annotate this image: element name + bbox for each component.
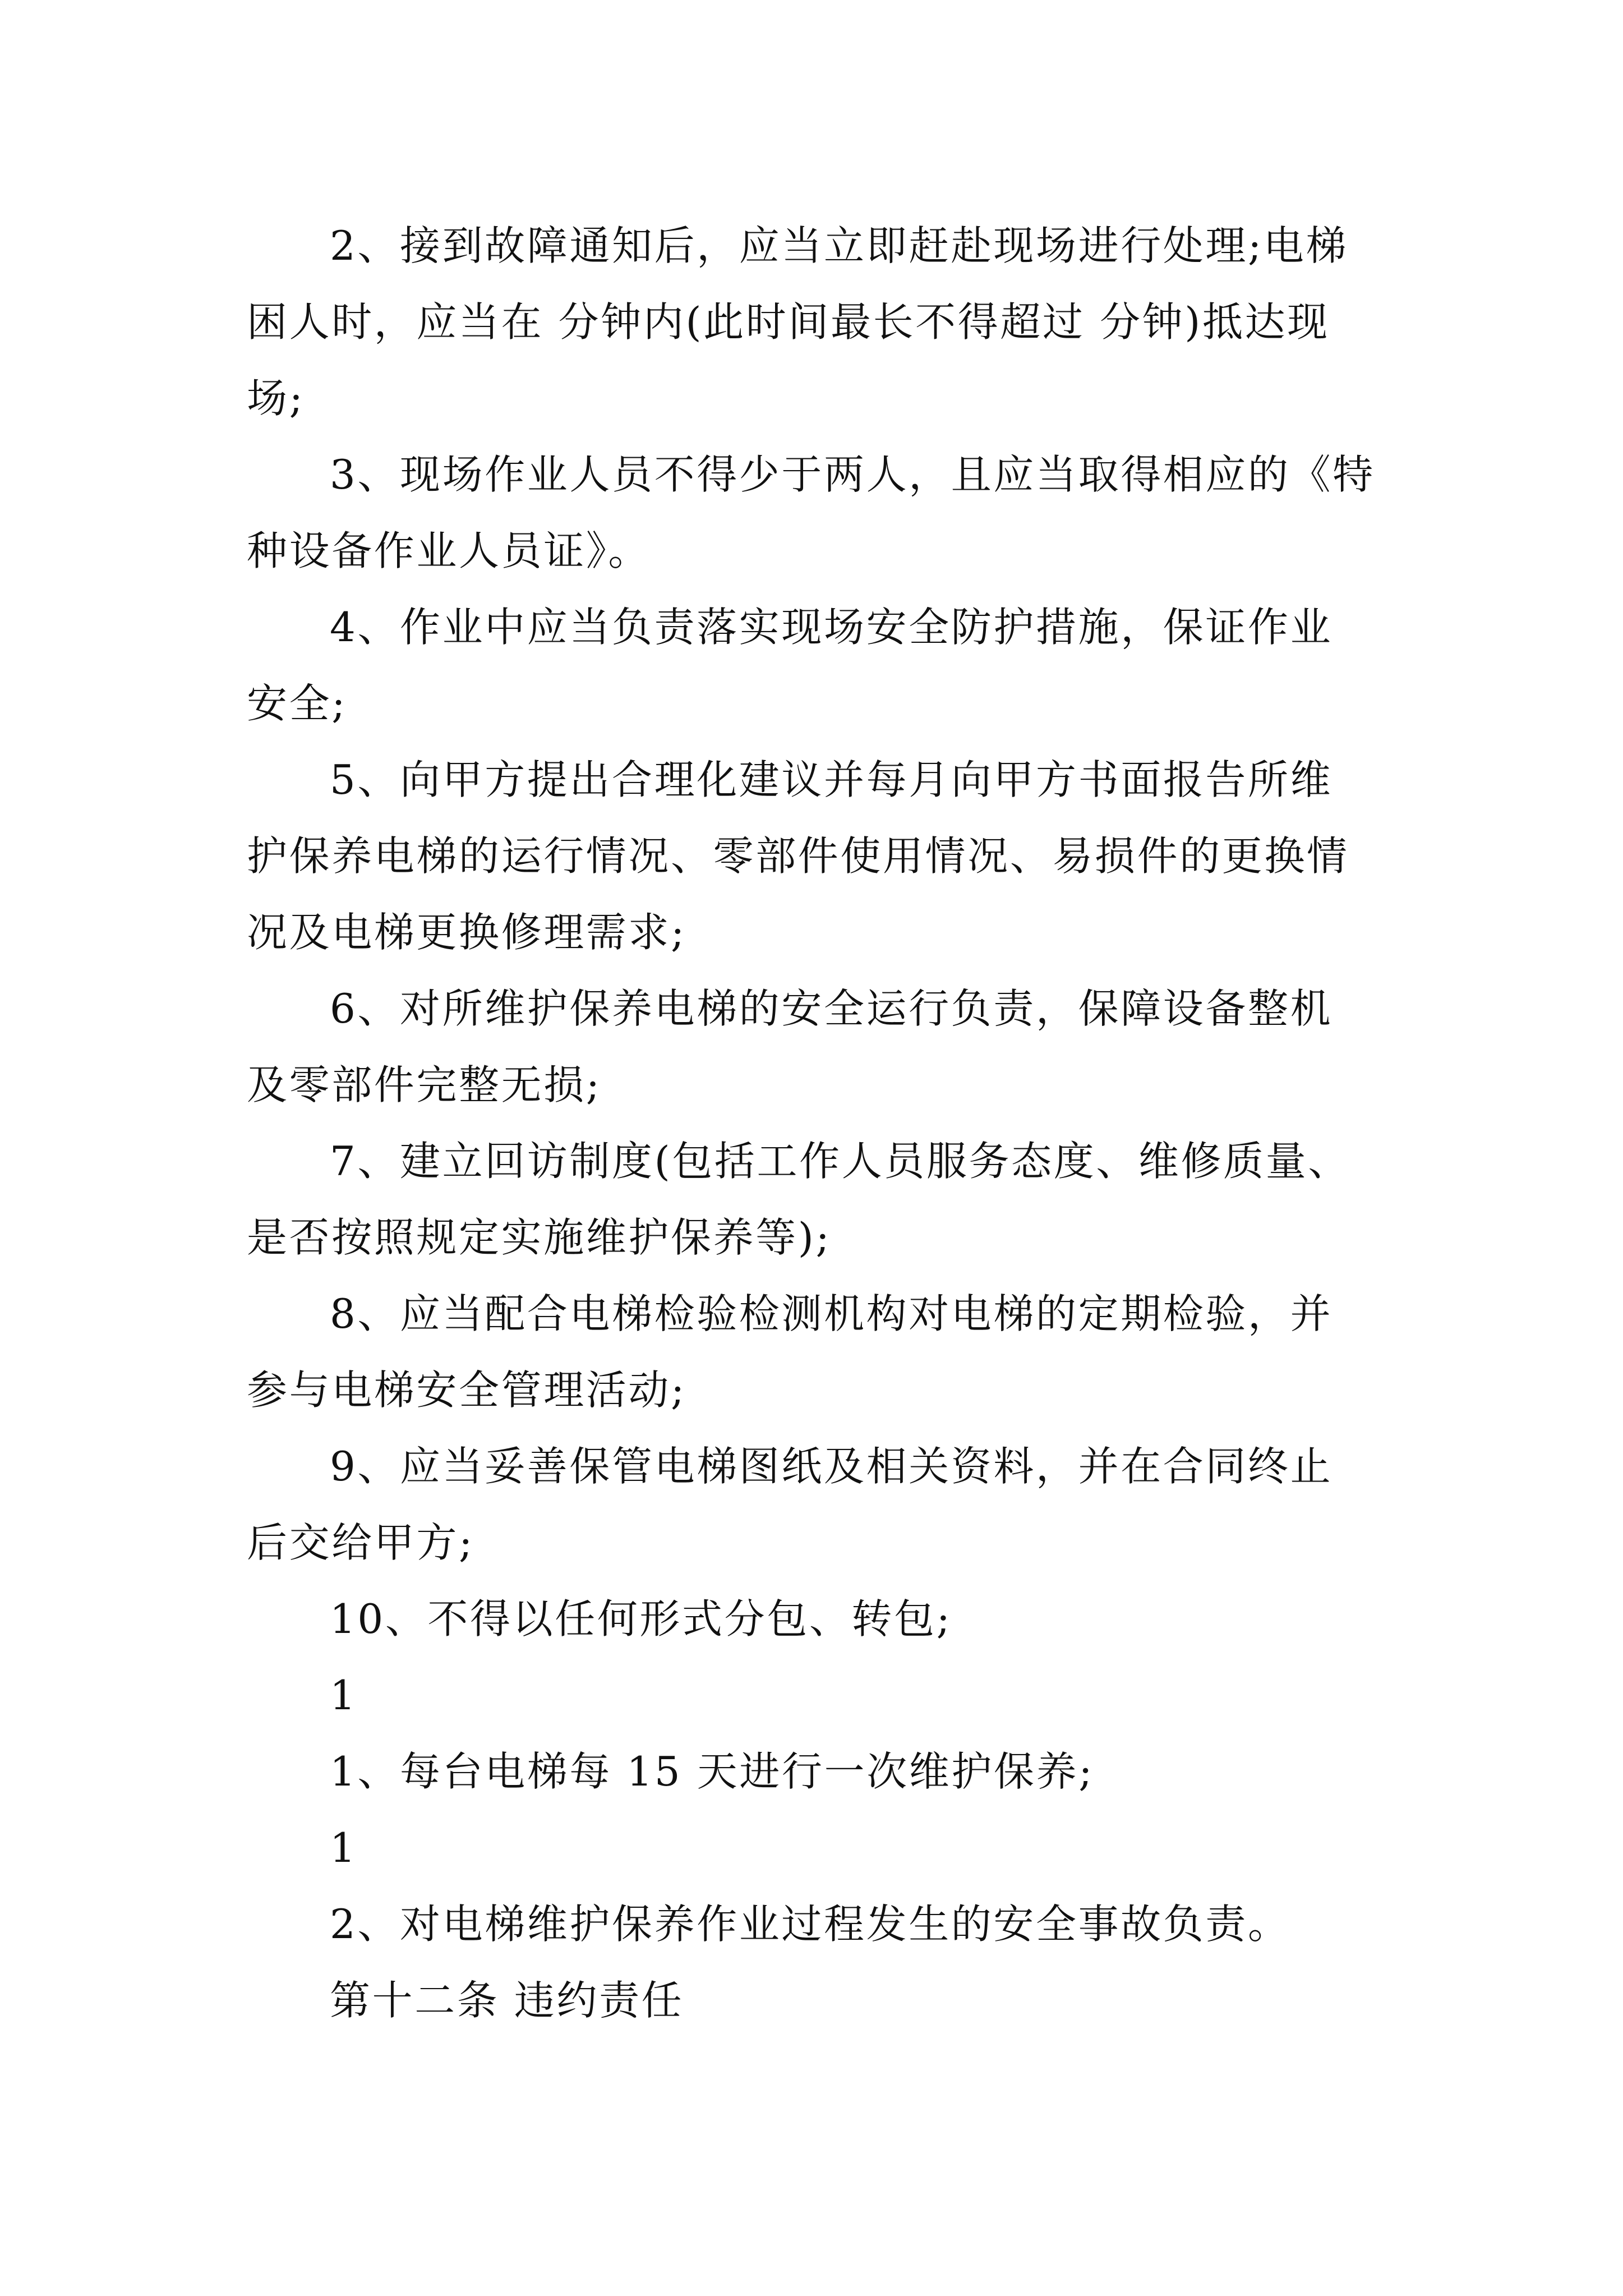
paragraph-number-fragment bbox=[247, 1810, 1382, 1886]
paragraph-line: 1 bbox=[330, 1824, 358, 1871]
paragraph-2 bbox=[247, 208, 1382, 436]
paragraph-line: 6、对所维护保养电梯的安全运行负责，保障设备整机 bbox=[330, 985, 1333, 1032]
paragraph-line: 及零部件完整无损; bbox=[247, 1061, 602, 1108]
paragraph-line: 7、建立回访制度(包括工作人员服务态度、维修质量、 bbox=[330, 1138, 1350, 1185]
paragraph-line: 况及电梯更换修理需求; bbox=[247, 909, 686, 956]
paragraph-line: 10、不得以任何形式分包、转包; bbox=[330, 1595, 952, 1642]
paragraph-line: 1 bbox=[330, 1672, 358, 1719]
paragraph-9 bbox=[247, 1428, 1382, 1581]
paragraph-line: 是否按照规定实施维护保养等); bbox=[247, 1214, 832, 1261]
section-heading-text: 第十二条 违约责任 bbox=[330, 1977, 684, 2024]
paragraph-number-fragment bbox=[247, 1657, 1382, 1733]
paragraph-line: 护保养电梯的运行情况、零部件使用情况、易损件的更换情 bbox=[247, 832, 1349, 880]
paragraph-4 bbox=[247, 589, 1382, 742]
paragraph-line: 安全; bbox=[247, 680, 348, 727]
paragraph-line: 8、应当配合电梯检验检测机构对电梯的定期检验，并 bbox=[330, 1290, 1333, 1337]
paragraph-11 bbox=[247, 1733, 1382, 1810]
paragraph-line: 后交给甲方; bbox=[247, 1519, 474, 1566]
paragraph-5 bbox=[247, 742, 1382, 970]
paragraph-3 bbox=[247, 436, 1382, 589]
paragraph-6 bbox=[247, 970, 1382, 1123]
paragraph-line: 困人时，应当在 分钟内(此时间最长不得超过 分钟)抵达现 bbox=[247, 298, 1330, 346]
paragraph-line: 场; bbox=[247, 375, 305, 422]
paragraph-line: 2、对电梯维护保养作业过程发生的安全事故负责。 bbox=[330, 1901, 1290, 1948]
paragraph-line: 2、接到故障通知后，应当立即赶赴现场进行处理;电梯 bbox=[330, 222, 1349, 269]
paragraph-line: 1、每台电梯每 15 天进行一次维护保养; bbox=[330, 1748, 1095, 1795]
paragraph-line: 3、现场作业人员不得少于两人，且应当取得相应的《特 bbox=[330, 451, 1375, 498]
paragraph-line: 参与电梯安全管理活动; bbox=[247, 1366, 686, 1414]
section-heading bbox=[247, 1962, 1382, 2039]
paragraph-12 bbox=[247, 1886, 1382, 1962]
paragraph-10 bbox=[247, 1581, 1382, 1657]
paragraph-line: 4、作业中应当负责落实现场安全防护措施，保证作业 bbox=[330, 604, 1333, 651]
paragraph-line: 种设备作业人员证》。 bbox=[247, 527, 651, 574]
paragraph-line: 5、向甲方提出合理化建议并每月向甲方书面报告所维 bbox=[330, 756, 1333, 803]
paragraph-line: 9、应当妥善保管电梯图纸及相关资料，并在合同终止 bbox=[330, 1443, 1333, 1490]
paragraph-7 bbox=[247, 1123, 1382, 1276]
paragraph-8 bbox=[247, 1276, 1382, 1428]
